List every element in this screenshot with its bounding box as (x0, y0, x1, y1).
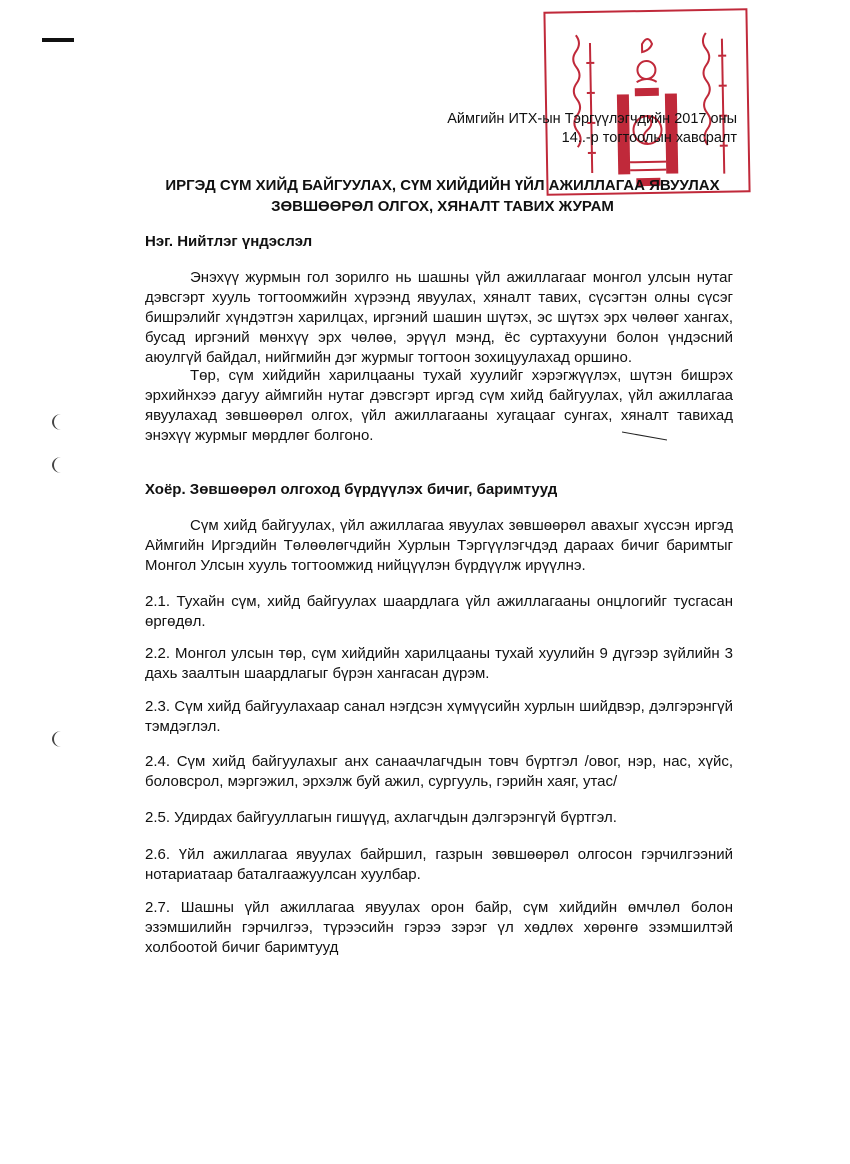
document-title-line2: ЗӨВШӨӨРӨЛ ОЛГОХ, ХЯНАЛТ ТАВИХ ЖУРАМ (271, 198, 614, 215)
section-heading-documents: Хоёр. Зөвшөөрөл олгоход бүрдүүлэх бичиг, баримтууд (145, 481, 558, 498)
paragraph: Энэхүү журмын гол зорилго нь шашны үйл ажиллагааг монгол улсын нутаг дэвсгэрт хууль тогтоомжийн хүрээнд явуулах, хяналт тавих, сүсэгтэн олны сүсэг бишрэлийг хүндэтгэн харилцах, иргэний шашин шүтэх, эс шүтэх эрх чөлөөг хангах, бусад иргэний мөнхүү эрх чөлөө, эрүүл мэнд, ёс суртахууни болон үндэсний аюулгүй байдал, нийгмийн дэг журмыг тогтоон зохицуулахад оршино. (145, 269, 733, 366)
appendix-note-line2: 14..-р тогтоолын хавсралт (561, 130, 737, 146)
scan-mark (42, 38, 74, 42)
list-item: 2.1. Тухайн сүм, хийд байгуулах шаардлага үйл ажиллагааны онцлогийг тусгасан өргөдөл. (145, 593, 733, 630)
punch-hole (52, 731, 70, 747)
list-item: 2.5. Удирдах байгууллагын гишүүд, ахлагчдын дэлгэрэнгүй бүртгэл. (145, 809, 617, 826)
list-item: 2.6. Үйл ажиллагаа явуулах байршил, газрын зөвшөөрөл олгосон гэрчилгээний нотариатаар баталгаажуулсан хуулбар. (145, 846, 733, 883)
section-heading-general: Нэг. Нийтлэг үндэслэл (145, 233, 313, 250)
punch-hole (52, 457, 70, 473)
list-item: 2.7. Шашны үйл ажиллагаа явуулах орон байр, сүм хийдийн өмчлөл болон эзэмшилийн гэрчилгээ, түрээсийн гэрээ зэрэг үл хөдлөх хөрөнгө эзэмшилтэй холбоотой бичиг баримтууд (145, 899, 733, 956)
paragraph: Төр, сүм хийдийн харилцааны тухай хуулийг хэрэгжүүлэх, шүтэн бишрэх эрхийнхээ дагуу аймгийн нутаг дэвсгэрт иргэд сүм хийд байгуулах, үйл ажиллагаа явуулахад зөвшөөрөл олгох, үйл ажиллагааны хугацааг сунгах, хяналт тавихад энэхүү журмыг мөрдлөг болгоно. (145, 367, 733, 444)
pen-mark (622, 430, 667, 442)
list-item: 2.3. Сүм хийд байгуулахаар санал нэгдсэн хүмүүсийн хурлын шийдвэр, дэлгэрэнгүй тэмдэглэл. (145, 698, 733, 735)
list-item: 2.4. Сүм хийд байгуулахыг анх санаачлагчдын товч бүртгэл /овог, нэр, нас, хүйс, боловсрол, мэргэжил, эрхэлж буй ажил, сургууль, гэрийн хаяг, утас/ (145, 753, 733, 790)
official-stamp (543, 8, 750, 196)
list-item: 2.2. Монгол улсын төр, сүм хийдийн харилцааны тухай хуулийн 9 дүгээр зүйлийн 3 дахь заалтын шаардлагыг бүрэн хангасан дүрэм. (145, 645, 733, 682)
document-title (150, 175, 735, 217)
paragraph: Сүм хийд байгуулах, үйл ажиллагаа явуулах зөвшөөрөл авахыг хүссэн иргэд Аймгийн Иргэдийн Төлөөлөгчдийн Хурлын Тэргүүлэгчдэд дараах бичиг баримтыг Монгол Улсын хууль тогтоомжид нийцүүлэн бүрдүүлж ирүүлнэ. (145, 517, 733, 574)
appendix-note (447, 110, 737, 148)
punch-hole (52, 414, 70, 430)
appendix-note-line1: Аймгийн ИТХ-ын Тэргүүлэгчдийн 2017 оны (447, 111, 737, 127)
document-title-line1: ИРГЭД СҮМ ХИЙД БАЙГУУЛАХ, СҮМ ХИЙДИЙН ҮЙЛ АЖИЛЛАГАА ЯВУУЛАХ (165, 177, 720, 194)
state-emblem-icon (545, 10, 748, 193)
